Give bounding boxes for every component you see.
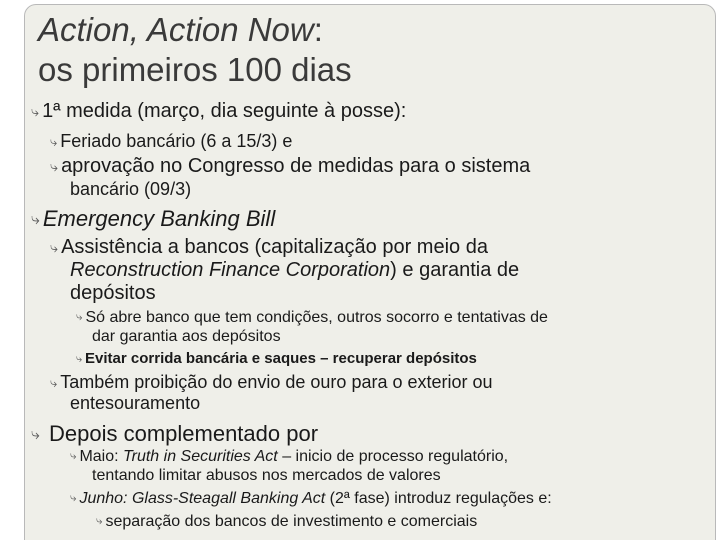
title-second-line: os primeiros 100 dias: [38, 51, 352, 88]
bullet-truth-in-securities-cont: [92, 467, 441, 485]
curved-arrow-bullet-icon: ⤷: [70, 492, 77, 505]
bullet-only-sound-banks-cont: [92, 328, 281, 346]
bullet-text: bancário (09/3): [70, 179, 192, 199]
curved-arrow-bullet-icon: ⤷: [50, 158, 59, 175]
bullet-text: dar garantia aos depósitos: [92, 328, 281, 345]
bullet-congress-approval: [50, 155, 530, 178]
curved-arrow-bullet-icon: ⤷: [31, 103, 40, 120]
curved-arrow-bullet-icon: ⤷: [70, 450, 77, 463]
bullet-text: Emergency Banking Bill: [42, 206, 276, 231]
bullet-bank-separation: [96, 513, 477, 531]
curved-arrow-bullet-icon: ⤷: [31, 211, 40, 229]
slide-title: [38, 10, 352, 90]
curved-arrow-bullet-icon: ⤷: [31, 426, 40, 444]
bullet-text: entesouramento: [70, 393, 201, 413]
bullet-text: Só abre banco que tem condições, outros socorro e tentativas de: [85, 309, 548, 326]
bullet-text: (2ª fase) introduz regulações e:: [325, 490, 552, 507]
curved-arrow-bullet-icon: ⤷: [76, 311, 83, 324]
title-colon: :: [313, 11, 323, 48]
bullet-bank-assistance: [50, 236, 488, 259]
curved-arrow-bullet-icon: ⤷: [50, 375, 58, 391]
bullet-only-sound-banks: [76, 309, 548, 327]
curved-arrow-bullet-icon: ⤷: [50, 239, 59, 256]
bullet-bank-assistance-cont2: [70, 282, 156, 305]
bullet-glass-steagall: [70, 490, 552, 508]
bullet-text: 1ª medida (março, dia seguinte à posse):: [42, 100, 407, 122]
bullet-text: Feriado bancário (6 a 15/3) e: [60, 131, 293, 151]
bullet-congress-approval-cont: [70, 179, 191, 200]
title-italic-part: Action, Action Now: [38, 11, 314, 48]
bullet-truth-in-securities: [70, 448, 508, 466]
bullet-gold-ban: [50, 372, 493, 393]
bullet-text: tentando limitar abusos nos mercados de valores: [92, 467, 441, 484]
bullet-gold-ban-cont: [70, 393, 200, 414]
bullet-text: Depois complementado por: [49, 421, 319, 446]
bullet-avoid-bank-run: [76, 350, 477, 367]
bullet-text-italic: Junho: Glass-Steagall Banking Act: [79, 490, 326, 507]
bullet-text: ) e garantia de: [390, 259, 520, 281]
bullet-text: Assistência a bancos (capitalização por meio da: [61, 236, 488, 258]
bullet-text: – inicio de processo regulatório,: [277, 448, 509, 465]
bullet-later-complemented: [31, 421, 318, 447]
bullet-first-measure: [31, 100, 406, 123]
bullet-text-italic: Reconstruction Finance Corporation: [70, 259, 391, 281]
bullet-emergency-banking-bill: [31, 206, 275, 232]
bullet-text: depósitos: [70, 282, 156, 304]
curved-arrow-bullet-icon: ⤷: [50, 134, 58, 150]
bullet-text: Evitar corrida bancária e saques – recuperar depósitos: [85, 350, 477, 367]
bullet-text: separação dos bancos de investimento e comerciais: [105, 513, 478, 530]
bullet-text: Maio:: [79, 448, 124, 465]
curved-arrow-bullet-icon: ⤷: [76, 352, 83, 365]
bullet-text: Também proibição do envio de ouro para o exterior ou: [60, 372, 493, 392]
curved-arrow-bullet-icon: ⤷: [96, 515, 103, 528]
bullet-bank-holiday: [50, 131, 292, 152]
bullet-text: aprovação no Congresso de medidas para o sistema: [61, 155, 531, 177]
bullet-text-italic: Truth in Securities Act: [123, 448, 278, 465]
bullet-bank-assistance-cont: [70, 259, 519, 282]
